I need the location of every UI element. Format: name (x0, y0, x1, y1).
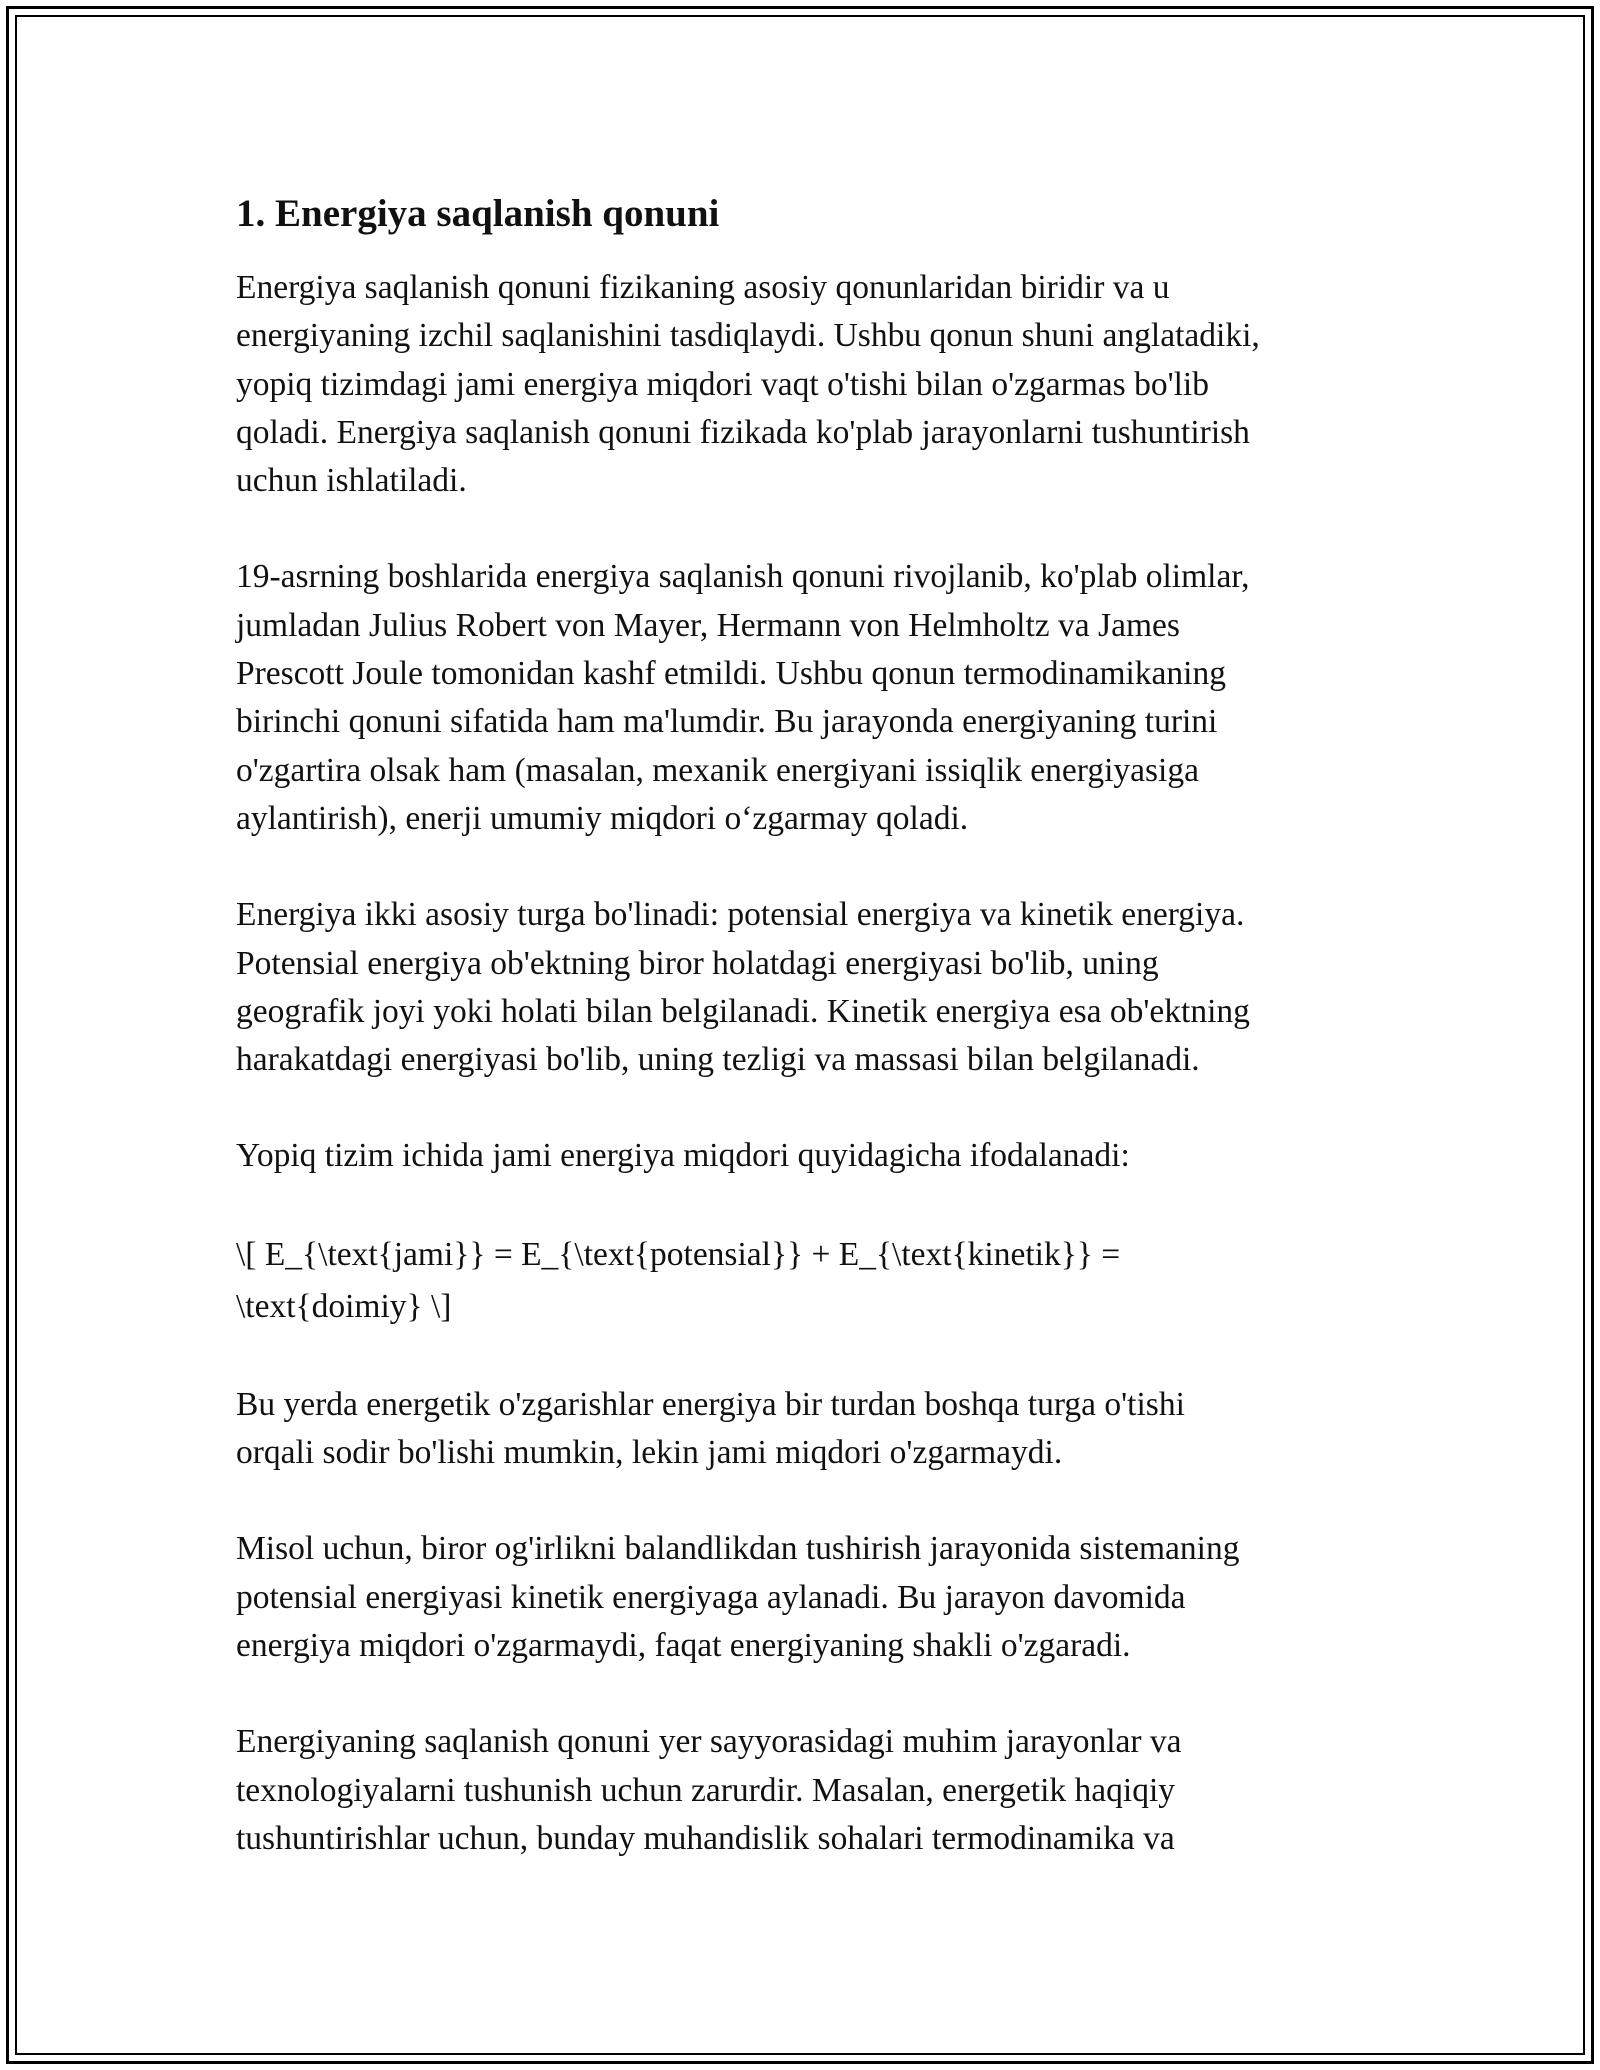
paragraph: Energiya saqlanish qonuni fizikaning asosiy qonunlaridan biridir va u energiyaning izchil saqlanishini tasdiqlaydi. Ushbu qonun shuni anglatadiki, yopiq tizimdagi jami energiya miqdori vaqt o'tishi bilan o'zgarmas bo'lib qoladi. Energiya saqlanish qonuni fizikada ko'plab jarayonlarni tushuntirish uchun ishlatiladi. (236, 269, 1260, 500)
formula: \[ E_{\text{jami}} = E_{\text{potensial}} + E_{\text{kinetik}} = \text{doimiy} \] (236, 1235, 1121, 1325)
paragraph: Energiya ikki asosiy turga bo'linadi: potensial energiya va kinetik energiya. Potensial energiya ob'ektning biror holatdagi energiyasi bo'lib, uning geografik joyi yoki holati bilan belgilanadi. Kinetik energiya esa ob'ektning harakatdagi energiyasi bo'lib, uning tezligi va massasi bilan belgilanadi. (236, 896, 1250, 1079)
document-body (236, 190, 1376, 1911)
paragraph: Misol uchun, biror og'irlikni balandlikdan tushirish jarayonida sistemaning potensial energiyasi kinetik energiyaga aylanadi. Bu jarayon davomida energiya miqdori o'zgarmaydi, faqat energiyaning shakli o'zgaradi. (236, 1530, 1240, 1664)
section-heading: 1. Energiya saqlanish qonuni (236, 192, 720, 235)
paragraph: Energiyaning saqlanish qonuni yer sayyorasidagi muhim jarayonlar va texnologiyalarni tushunish uchun zarurdir. Masalan, energetik haqiqiy tushuntirishlar uchun, bunday muhandislik sohalari termodinamika va (236, 1723, 1182, 1857)
paragraph: 19-asrning boshlarida energiya saqlanish qonuni rivojlanib, ko'plab olimlar, jumladan Julius Robert von Mayer, Hermann von Helmholtz va James Prescott Joule tomonidan kashf etmildi. Ushbu qonun termodinamikaning birinchi qonuni sifatida ham ma'lumdir. Bu jarayonda energiyaning turini o'zgartira olsak ham (masalan, mexanik energiyani issiqlik energiyasiga aylantirish), enerji umumiy miqdori o‘zgarmay qoladi. (236, 558, 1250, 837)
paragraph: Bu yerda energetik o'zgarishlar energiya bir turdan boshqa turga o'tishi orqali sodir bo'lishi mumkin, lekin jami miqdori o'zgarmaydi. (236, 1385, 1185, 1472)
paragraph: Yopiq tizim ichida jami energiya miqdori quyidagicha ifodalanadi: (236, 1137, 1130, 1175)
